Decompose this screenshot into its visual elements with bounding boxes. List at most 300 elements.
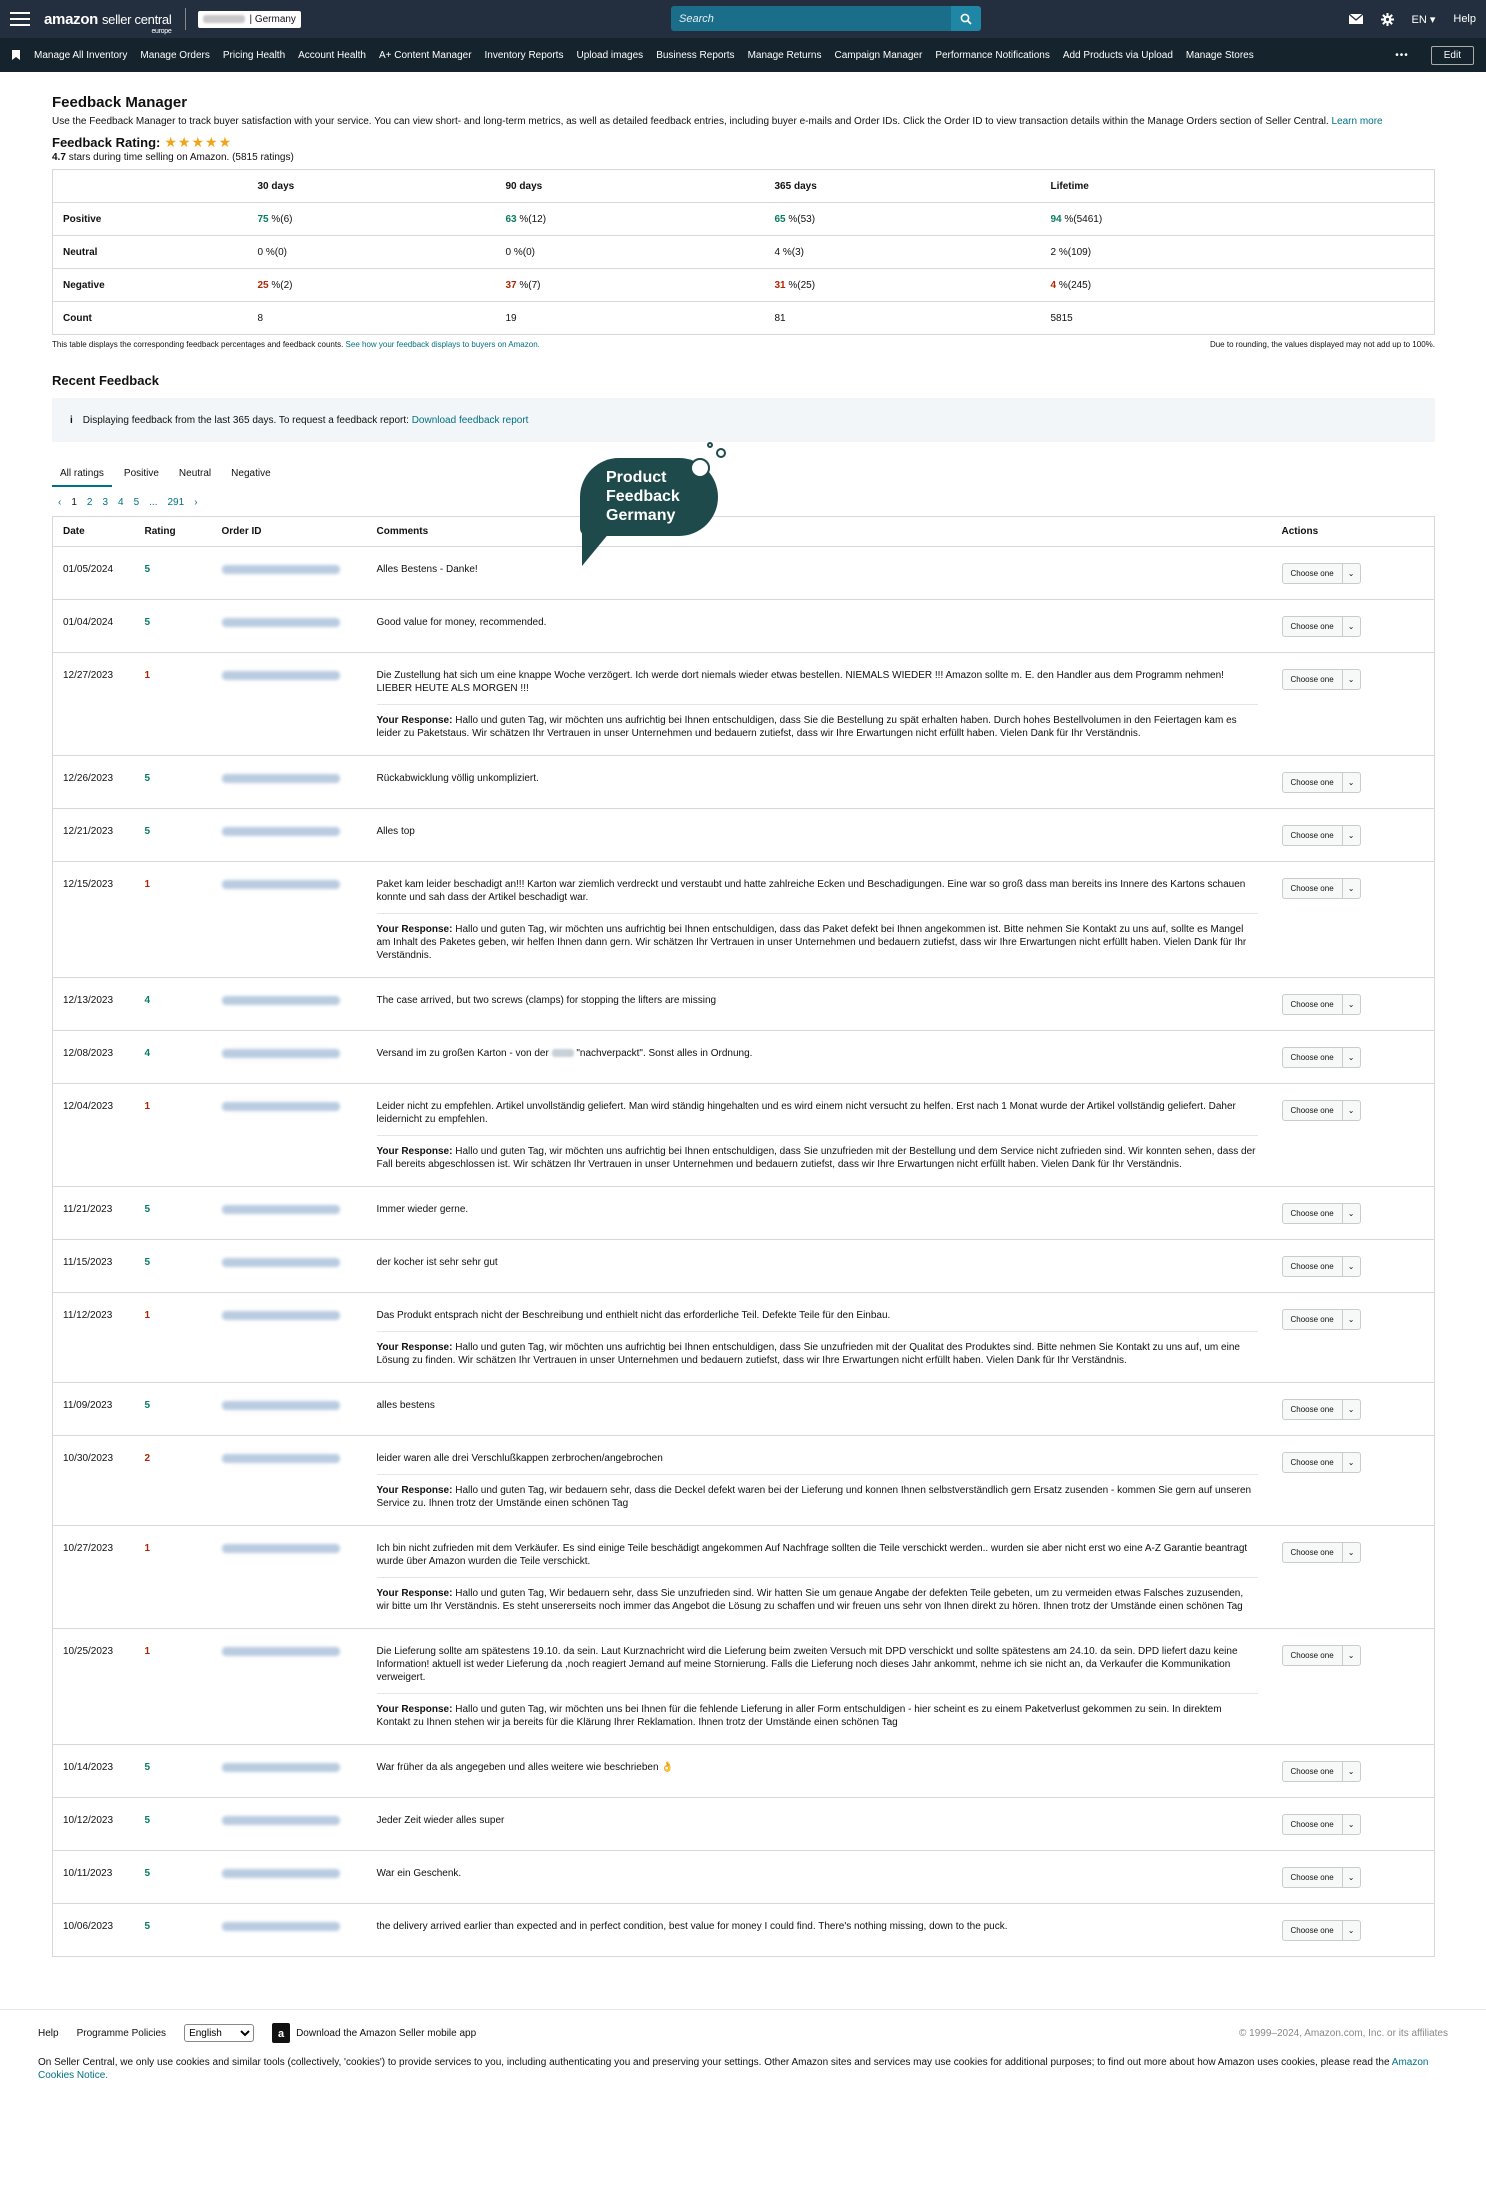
- response-text: Hallo und guten Tag, wir möchten uns aufrichtig bei Ihnen entschuldigen, dass das Paket defekt bei Ihnen angekommen ist. Bitte nehmen Sie Kontakt zu uns auf, sollte es Mangel am Inhalt des Paketes geben, wir helfen Ihnen dann gern. Wir schätzen Ihr Vertrauen in unser Unternehmen und bedauern zutiefst, dass wir Ihre Erwartungen nicht erfüllt haben. Vielen Dank für Ihr Verständnis.: [376, 924, 1247, 961]
- comment-text: leider waren alle drei Verschlußkappen zerbrochen/angebrochen: [376, 1453, 663, 1464]
- rating-label: Feedback Rating:: [52, 135, 161, 150]
- feedback-date: 12/21/2023: [53, 809, 135, 862]
- comment-text: Good value for money, recommended.: [376, 617, 547, 628]
- marketplace-label: | Germany: [249, 13, 296, 25]
- order-id-link[interactable]: [222, 1401, 340, 1410]
- choose-one-dropdown[interactable]: [1282, 1399, 1361, 1420]
- order-id-link[interactable]: [222, 1816, 340, 1825]
- metrics-value: 4: [1050, 279, 1057, 291]
- feedback-row: [53, 600, 1435, 653]
- feedback-rating-value: 5: [135, 1904, 212, 1957]
- actions-cell: [1272, 1904, 1435, 1957]
- order-id-cell: [212, 1187, 367, 1240]
- comment-cell: [367, 1187, 1272, 1240]
- dropdown-label: Choose one: [1290, 1000, 1334, 1009]
- metrics-count: %(0): [511, 246, 535, 258]
- tab-all-ratings[interactable]: All ratings: [52, 464, 112, 487]
- feedback-rating-value: 5: [135, 756, 212, 809]
- order-id-link[interactable]: [222, 671, 340, 680]
- nav-inventory-reports[interactable]: Inventory Reports: [484, 49, 564, 61]
- comment-cell: [367, 1851, 1272, 1904]
- choose-one-dropdown[interactable]: [1282, 1761, 1361, 1782]
- tab-neutral[interactable]: Neutral: [178, 468, 212, 479]
- order-id-cell: [212, 862, 367, 978]
- download-feedback-report-link[interactable]: Download feedback report: [411, 414, 529, 426]
- metrics-row: [53, 302, 1435, 335]
- order-id-link[interactable]: [222, 996, 340, 1005]
- rating-text: stars during time selling on Amazon. (5815 ratings): [68, 152, 294, 163]
- dropdown-label: Choose one: [1290, 1820, 1334, 1829]
- comment-text: Immer wieder gerne.: [376, 1204, 469, 1215]
- feedback-rating-value: 4: [135, 1031, 212, 1084]
- comment-cell: [367, 1629, 1272, 1745]
- chevron-down-icon: ⌄: [1342, 773, 1360, 792]
- dropdown-label: Choose one: [1290, 1262, 1334, 1271]
- choose-one-dropdown[interactable]: [1282, 1542, 1361, 1563]
- seller-response: [377, 1474, 1258, 1510]
- recent-feedback-title: Recent Feedback: [52, 373, 159, 388]
- dropdown-label: Choose one: [1290, 1405, 1334, 1414]
- logo-text: amazon: [44, 10, 99, 28]
- nav-manage-orders[interactable]: Manage Orders: [140, 49, 210, 61]
- response-label: Your Response:: [376, 1146, 453, 1157]
- comment-text: War früher da als angegeben und alles weitere wie beschrieben 👌: [376, 1762, 674, 1773]
- col-actions: Actions: [1272, 517, 1435, 547]
- footer-language-select[interactable]: [184, 2024, 254, 2042]
- nav-performance-notifications[interactable]: Performance Notifications: [935, 49, 1050, 61]
- order-id-link[interactable]: [222, 1102, 340, 1111]
- metrics-value: 94: [1050, 213, 1062, 225]
- copyright: © 1999–2024, Amazon.com, Inc. or its affiliates: [1239, 2027, 1448, 2039]
- chevron-down-icon: ⌄: [1342, 1310, 1360, 1329]
- metrics-note: [52, 340, 1435, 349]
- dropdown-label: Choose one: [1290, 569, 1334, 578]
- dropdown-label: Choose one: [1290, 884, 1334, 893]
- metrics-cell: [765, 203, 1041, 236]
- actions-cell: [1272, 809, 1435, 862]
- metrics-count: %(12): [516, 213, 547, 225]
- order-id-link[interactable]: [222, 1647, 340, 1656]
- order-id-link[interactable]: [222, 1205, 340, 1214]
- order-id-link[interactable]: [222, 827, 340, 836]
- choose-one-dropdown[interactable]: [1282, 669, 1361, 690]
- choose-one-dropdown[interactable]: [1282, 1452, 1361, 1473]
- col-order-id: Order ID: [212, 517, 367, 547]
- comment-text: Paket kam leider beschadigt an!!! Karton war ziemlich verdreckt und verstaubt und hatte zahlreiche Ecken und Beschadigungen. Eine war so groß dass man bereits ins Innere des Kartons schauen konnte und sah dass der Artikel beschadigt war.: [376, 879, 1246, 903]
- search-icon: [960, 13, 972, 25]
- metrics-cell: [1041, 269, 1435, 302]
- nav-upload-images[interactable]: Upload images: [576, 49, 644, 61]
- comment-text: Das Produkt entsprach nicht der Beschreibung und enthielt nicht das erforderliche Teil. Defekte Teile für den Einbau.: [376, 1310, 891, 1321]
- feedback-rating-value: 5: [135, 1851, 212, 1904]
- order-id-link[interactable]: [222, 618, 340, 627]
- feedback-metrics-table: [52, 169, 1435, 335]
- nav-campaign-manager[interactable]: Campaign Manager: [834, 49, 923, 61]
- col-rating: Rating: [135, 517, 212, 547]
- page-291[interactable]: 291: [167, 497, 185, 508]
- star-rating-icon: ★★★★★: [164, 134, 233, 150]
- cookie-text: On Seller Central, we only use cookies and similar tools (collectively, 'cookies') to provide services to you, including authenticating you and preserving your settings. Other Amazon sites and services may use cookies for additional purposes; to find out more about how Amazon uses cookies, please read the: [38, 2057, 1390, 2068]
- col-comments: Comments: [367, 517, 1272, 547]
- order-id-cell: [212, 1436, 367, 1526]
- feedback-rating-value: 5: [135, 1240, 212, 1293]
- feedback-row: [53, 1084, 1435, 1187]
- feedback-row: [53, 978, 1435, 1031]
- page-5[interactable]: 5: [133, 497, 140, 508]
- order-id-cell: [212, 978, 367, 1031]
- redacted-text: [552, 1049, 574, 1057]
- top-bar: [0, 0, 1486, 38]
- feedback-row: [53, 1745, 1435, 1798]
- comment-cell: [367, 1240, 1272, 1293]
- comment-cell: [367, 547, 1272, 600]
- seller-central-logo[interactable]: [44, 10, 172, 35]
- metrics-cell: [765, 302, 1041, 335]
- feedback-date: 10/06/2023: [53, 1904, 135, 1957]
- feedback-date: 01/04/2024: [53, 600, 135, 653]
- chevron-down-icon: ⌄: [1342, 1204, 1360, 1223]
- feedback-row: [53, 1031, 1435, 1084]
- choose-one-dropdown[interactable]: [1282, 1814, 1361, 1835]
- comment-cell: [367, 600, 1272, 653]
- actions-cell: [1272, 862, 1435, 978]
- seller-response: [377, 1331, 1258, 1367]
- metrics-cell: [1041, 236, 1435, 269]
- comment-cell: [367, 756, 1272, 809]
- dropdown-label: Choose one: [1290, 1926, 1334, 1935]
- choose-one-dropdown[interactable]: [1282, 772, 1361, 793]
- metrics-header-row: [53, 170, 1435, 203]
- rating-summary: [52, 152, 1434, 163]
- metrics-row-label: Count: [53, 302, 248, 335]
- feedback-row: [53, 1240, 1435, 1293]
- actions-cell: [1272, 1436, 1435, 1526]
- metrics-count: %(53): [785, 213, 816, 225]
- response-label: Your Response:: [376, 715, 453, 726]
- choose-one-dropdown[interactable]: [1282, 1256, 1361, 1277]
- feedback-date: 12/26/2023: [53, 756, 135, 809]
- order-id-cell: [212, 547, 367, 600]
- bubble-large: [690, 458, 710, 478]
- comment-cell: [367, 978, 1272, 1031]
- order-id-link[interactable]: [222, 1763, 340, 1772]
- dropdown-label: Choose one: [1290, 1767, 1334, 1776]
- rating-tabs: [52, 464, 1434, 487]
- comment-cell: [367, 1745, 1272, 1798]
- metrics-cell: [496, 302, 765, 335]
- rating-value: 4.7: [52, 152, 66, 163]
- search-bar: [671, 6, 981, 31]
- chevron-down-icon: ⌄: [1342, 1543, 1360, 1562]
- nav-add-products-via-upload[interactable]: Add Products via Upload: [1062, 49, 1173, 61]
- feedback-date: 12/15/2023: [53, 862, 135, 978]
- chevron-down-icon: ⌄: [1342, 1868, 1360, 1887]
- order-id-cell: [212, 653, 367, 756]
- metrics-cell: [1041, 203, 1435, 236]
- feedback-row: [53, 1436, 1435, 1526]
- metrics-count: %(109): [1056, 246, 1092, 258]
- help-link[interactable]: Help: [1453, 13, 1476, 25]
- order-id-link[interactable]: [222, 1454, 340, 1463]
- nav-a-plus-content-manager[interactable]: A+ Content Manager: [378, 49, 472, 61]
- metrics-value: 65: [774, 213, 786, 225]
- feedback-row: [53, 1629, 1435, 1745]
- bookmark-icon[interactable]: [12, 50, 20, 60]
- choose-one-dropdown[interactable]: [1282, 825, 1361, 846]
- chevron-left-icon[interactable]: ‹: [58, 497, 62, 508]
- order-id-cell: [212, 1904, 367, 1957]
- choose-one-dropdown[interactable]: [1282, 1100, 1361, 1121]
- order-id-cell: [212, 1293, 367, 1383]
- feedback-date: 11/21/2023: [53, 1187, 135, 1240]
- marketplace-switcher[interactable]: [198, 11, 301, 28]
- tab-positive[interactable]: Positive: [123, 468, 159, 479]
- metrics-value: 0: [505, 246, 512, 258]
- choose-one-dropdown[interactable]: [1282, 1867, 1361, 1888]
- actions-cell: [1272, 1798, 1435, 1851]
- info-text: Displaying feedback from the last 365 days. To request a feedback report:: [82, 414, 409, 426]
- comment-text-part: Versand im zu großen Karton - von der: [376, 1048, 549, 1059]
- logo-region: europe: [151, 27, 172, 35]
- programme-policies-link[interactable]: Programme Policies: [76, 2027, 167, 2039]
- response-label: Your Response:: [376, 1588, 453, 1599]
- intro-text: Use the Feedback Manager to track buyer satisfaction with your service. You can view short- and long-term metrics, as well as detailed feedback entries, including buyer e-mails and Order IDs. Click the Order ID to view transaction details within the Manage Orders section of Seller Central.: [52, 116, 1329, 127]
- choose-one-dropdown[interactable]: [1282, 1645, 1361, 1666]
- comment-text: Alles Bestens - Danke!: [376, 564, 478, 575]
- footer-help-link[interactable]: Help: [38, 2027, 59, 2039]
- chevron-down-icon: ⌄: [1342, 617, 1360, 636]
- metrics-note-text: This table displays the corresponding feedback percentages and feedback counts.: [52, 340, 344, 349]
- feedback-date: 12/27/2023: [53, 653, 135, 756]
- metrics-value: 2: [1050, 246, 1057, 258]
- choose-one-dropdown[interactable]: [1282, 1309, 1361, 1330]
- gear-icon[interactable]: [1381, 13, 1394, 26]
- feedback-display-link[interactable]: See how your feedback displays to buyers on Amazon.: [345, 340, 540, 349]
- chevron-down-icon: ⌄: [1342, 564, 1360, 583]
- feedback-rating-value: 5: [135, 600, 212, 653]
- order-id-cell: [212, 756, 367, 809]
- feedback-date: 01/05/2024: [53, 547, 135, 600]
- order-id-link[interactable]: [222, 1869, 340, 1878]
- response-text: Hallo und guten Tag, wir möchten uns aufrichtig bei Ihnen entschuldigen, dass Sie unzufrieden mit der Bestellung und dem Service nicht zufrieden sind. Wir konnten sehen, dass der Fall bereits abgeschlossen ist. Wir schätzen Ihr Vertrauen in unser Unternehmen und bedauern zutiefst, dass wir Ihre Erwartungen nicht erfüllt haben. Vielen Dank für Ihr Verständnis.: [376, 1146, 1256, 1170]
- chevron-down-icon: ⌄: [1342, 1815, 1360, 1834]
- seller-response: [377, 1693, 1258, 1729]
- nav-pricing-health[interactable]: Pricing Health: [222, 49, 286, 61]
- metrics-row: [53, 269, 1435, 302]
- actions-cell: [1272, 1084, 1435, 1187]
- response-label: Your Response:: [376, 1704, 453, 1715]
- metrics-value: 63: [505, 213, 517, 225]
- choose-one-dropdown[interactable]: [1282, 563, 1361, 584]
- order-id-cell: [212, 1031, 367, 1084]
- response-text: Hallo und guten Tag, Wir bedauern sehr, dass Sie unzufrieden sind. Wir hatten Sie um genaue Angabe der defekten Teile gebeten, um zu vermeiden etwas Falsches zuzusenden, wir bitte um Ihr Verständnis. Es steht unsererseits noch immer das Angebot die Lösung zu schaffen und wir freuen uns sehr von Ihnen direkt zu hören. Ihnen trotz der Umstände einen schönen Tag: [376, 1588, 1244, 1612]
- feedback-row: [53, 862, 1435, 978]
- metrics-value: 37: [505, 279, 517, 291]
- feedback-row: [53, 1904, 1435, 1957]
- feedback-header-row: [53, 517, 1435, 547]
- metrics-count: %(3): [780, 246, 804, 258]
- feedback-date: 10/30/2023: [53, 1436, 135, 1526]
- page-intro: [52, 115, 1437, 128]
- learn-more-link[interactable]: Learn more: [1331, 116, 1383, 127]
- chevron-down-icon: ⌄: [1342, 879, 1360, 898]
- account-name-redacted: [203, 15, 245, 23]
- actions-cell: [1272, 600, 1435, 653]
- metrics-cell: [496, 203, 765, 236]
- col-date: Date: [53, 517, 135, 547]
- amazon-app-icon: [272, 2023, 290, 2043]
- feedback-row: [53, 1526, 1435, 1629]
- feedback-row: [53, 1293, 1435, 1383]
- order-id-cell: [212, 1798, 367, 1851]
- feedback-row: [53, 653, 1435, 756]
- choose-one-dropdown[interactable]: [1282, 1047, 1361, 1068]
- metrics-count: %(0): [263, 246, 287, 258]
- feedback-row: [53, 547, 1435, 600]
- comment-text: alles bestens: [376, 1400, 435, 1411]
- bubble-small: [707, 442, 713, 448]
- feedback-row: [53, 1798, 1435, 1851]
- more-options-icon[interactable]: •••: [1395, 49, 1409, 61]
- nav-manage-returns[interactable]: Manage Returns: [747, 49, 822, 61]
- response-text: Hallo und guten Tag, wir möchten uns bei Ihnen für die fehlende Lieferung in aller Form entschuldigen - hier scheint es zu einem Paketverlust gekommen zu sein. In direktem Kontakt zu Ihnen stehen wir ja bereits für die Klärung Ihrer Reklamation. Ihnen trotz der Umstände einen schönen Tag: [376, 1704, 1222, 1728]
- comment-cell: [367, 1031, 1272, 1084]
- mobile-app-link[interactable]: [272, 2023, 476, 2043]
- choose-one-dropdown[interactable]: [1282, 994, 1361, 1015]
- order-id-cell: [212, 1383, 367, 1436]
- nav-account-health[interactable]: Account Health: [298, 49, 366, 61]
- chevron-down-icon: ▾: [1429, 13, 1436, 26]
- page-3[interactable]: 3: [102, 497, 109, 508]
- metrics-cell: [496, 236, 765, 269]
- metrics-header-365-days: 365 days: [765, 170, 1041, 203]
- nav-manage-stores[interactable]: Manage Stores: [1185, 49, 1254, 61]
- footer: [0, 2009, 1486, 2102]
- nav-manage-all-inventory[interactable]: Manage All Inventory: [34, 49, 128, 61]
- feedback-date: 12/13/2023: [53, 978, 135, 1031]
- comment-cell: [367, 1526, 1272, 1629]
- mobile-app-text: Download the Amazon Seller mobile app: [296, 2027, 477, 2039]
- actions-cell: [1272, 1851, 1435, 1904]
- metrics-row: [53, 203, 1435, 236]
- feedback-row: [53, 809, 1435, 862]
- comment-text: War ein Geschenk.: [376, 1868, 462, 1879]
- language-selector[interactable]: [1412, 13, 1436, 26]
- seller-response: [377, 1135, 1258, 1171]
- page-1[interactable]: 1: [71, 497, 77, 508]
- actions-cell: [1272, 1293, 1435, 1383]
- dropdown-label: Choose one: [1290, 1458, 1334, 1467]
- metrics-header: [53, 170, 248, 203]
- feedback-date: 11/09/2023: [53, 1383, 135, 1436]
- actions-cell: [1272, 1745, 1435, 1798]
- svg-text:a: a: [278, 2028, 285, 2040]
- bubble-medium: [716, 448, 726, 458]
- chevron-down-icon: ⌄: [1342, 1921, 1360, 1940]
- cookie-notice: [38, 2056, 1453, 2102]
- choose-one-dropdown[interactable]: [1282, 1203, 1361, 1224]
- order-id-link[interactable]: [222, 565, 340, 574]
- search-input[interactable]: [671, 6, 951, 31]
- feedback-table: [52, 516, 1435, 1957]
- edit-nav-button[interactable]: Edit: [1431, 46, 1474, 65]
- comment-cell: [367, 1904, 1272, 1957]
- feedback-rating-value: 5: [135, 547, 212, 600]
- dropdown-label: Choose one: [1290, 1209, 1334, 1218]
- feedback-rating-value: 5: [135, 1383, 212, 1436]
- header-actions: [1349, 13, 1477, 26]
- seller-response: [377, 1577, 1258, 1613]
- order-id-link[interactable]: [222, 1258, 340, 1267]
- chevron-down-icon: ⌄: [1342, 995, 1360, 1014]
- chevron-right-icon[interactable]: ›: [194, 497, 198, 508]
- metrics-cell: [248, 302, 496, 335]
- metrics-cell: [1041, 302, 1435, 335]
- order-id-link[interactable]: [222, 1544, 340, 1553]
- page-2[interactable]: 2: [86, 497, 93, 508]
- metrics-cell: [765, 269, 1041, 302]
- choose-one-dropdown[interactable]: [1282, 1920, 1361, 1941]
- order-id-link[interactable]: [222, 880, 340, 889]
- order-id-cell: [212, 1084, 367, 1187]
- metrics-row: [53, 236, 1435, 269]
- feedback-rating-value: 1: [135, 862, 212, 978]
- metrics-count: %(7): [516, 279, 541, 291]
- order-id-link[interactable]: [222, 774, 340, 783]
- dropdown-label: Choose one: [1290, 831, 1334, 840]
- seller-response: [377, 704, 1258, 740]
- mail-icon[interactable]: [1349, 14, 1363, 24]
- comment-text: Jeder Zeit wieder alles super: [376, 1815, 505, 1826]
- metrics-cell: [496, 269, 765, 302]
- metrics-value: 75: [257, 213, 269, 225]
- metrics-row-label: Neutral: [53, 236, 248, 269]
- page-4[interactable]: 4: [118, 497, 124, 508]
- tab-negative[interactable]: Negative: [231, 468, 271, 479]
- nav-business-reports[interactable]: Business Reports: [656, 49, 735, 61]
- feedback-date: 12/08/2023: [53, 1031, 135, 1084]
- metrics-row-label: Positive: [53, 203, 248, 236]
- dropdown-label: Choose one: [1290, 1315, 1334, 1324]
- feedback-rating-value: 1: [135, 1629, 212, 1745]
- nav-bar: [0, 38, 1486, 72]
- feedback-rating-value: 1: [135, 1526, 212, 1629]
- menu-icon[interactable]: [10, 12, 30, 26]
- dropdown-label: Choose one: [1290, 1548, 1334, 1557]
- actions-cell: [1272, 1526, 1435, 1629]
- choose-one-dropdown[interactable]: [1282, 878, 1361, 899]
- order-id-link[interactable]: [222, 1922, 340, 1931]
- chevron-down-icon: ⌄: [1342, 1101, 1360, 1120]
- metrics-header-90-days: 90 days: [496, 170, 765, 203]
- actions-cell: [1272, 1383, 1435, 1436]
- metrics-cell: [765, 236, 1041, 269]
- actions-cell: [1272, 1240, 1435, 1293]
- comment-cell: [367, 1798, 1272, 1851]
- feedback-rating-value: 1: [135, 1084, 212, 1187]
- search-button[interactable]: [951, 6, 981, 31]
- feedback-row: [53, 1851, 1435, 1904]
- logo-subtext: seller central: [101, 11, 172, 27]
- metrics-row-label: Negative: [53, 269, 248, 302]
- page-title: Feedback Manager: [52, 94, 188, 111]
- chevron-down-icon: ⌄: [1342, 1453, 1360, 1472]
- choose-one-dropdown[interactable]: [1282, 616, 1361, 637]
- cookies-notice-link[interactable]: Amazon Cookies Notice.: [38, 2057, 1429, 2081]
- comment-cell: [367, 1383, 1272, 1436]
- order-id-link[interactable]: [222, 1311, 340, 1320]
- order-id-link[interactable]: [222, 1049, 340, 1058]
